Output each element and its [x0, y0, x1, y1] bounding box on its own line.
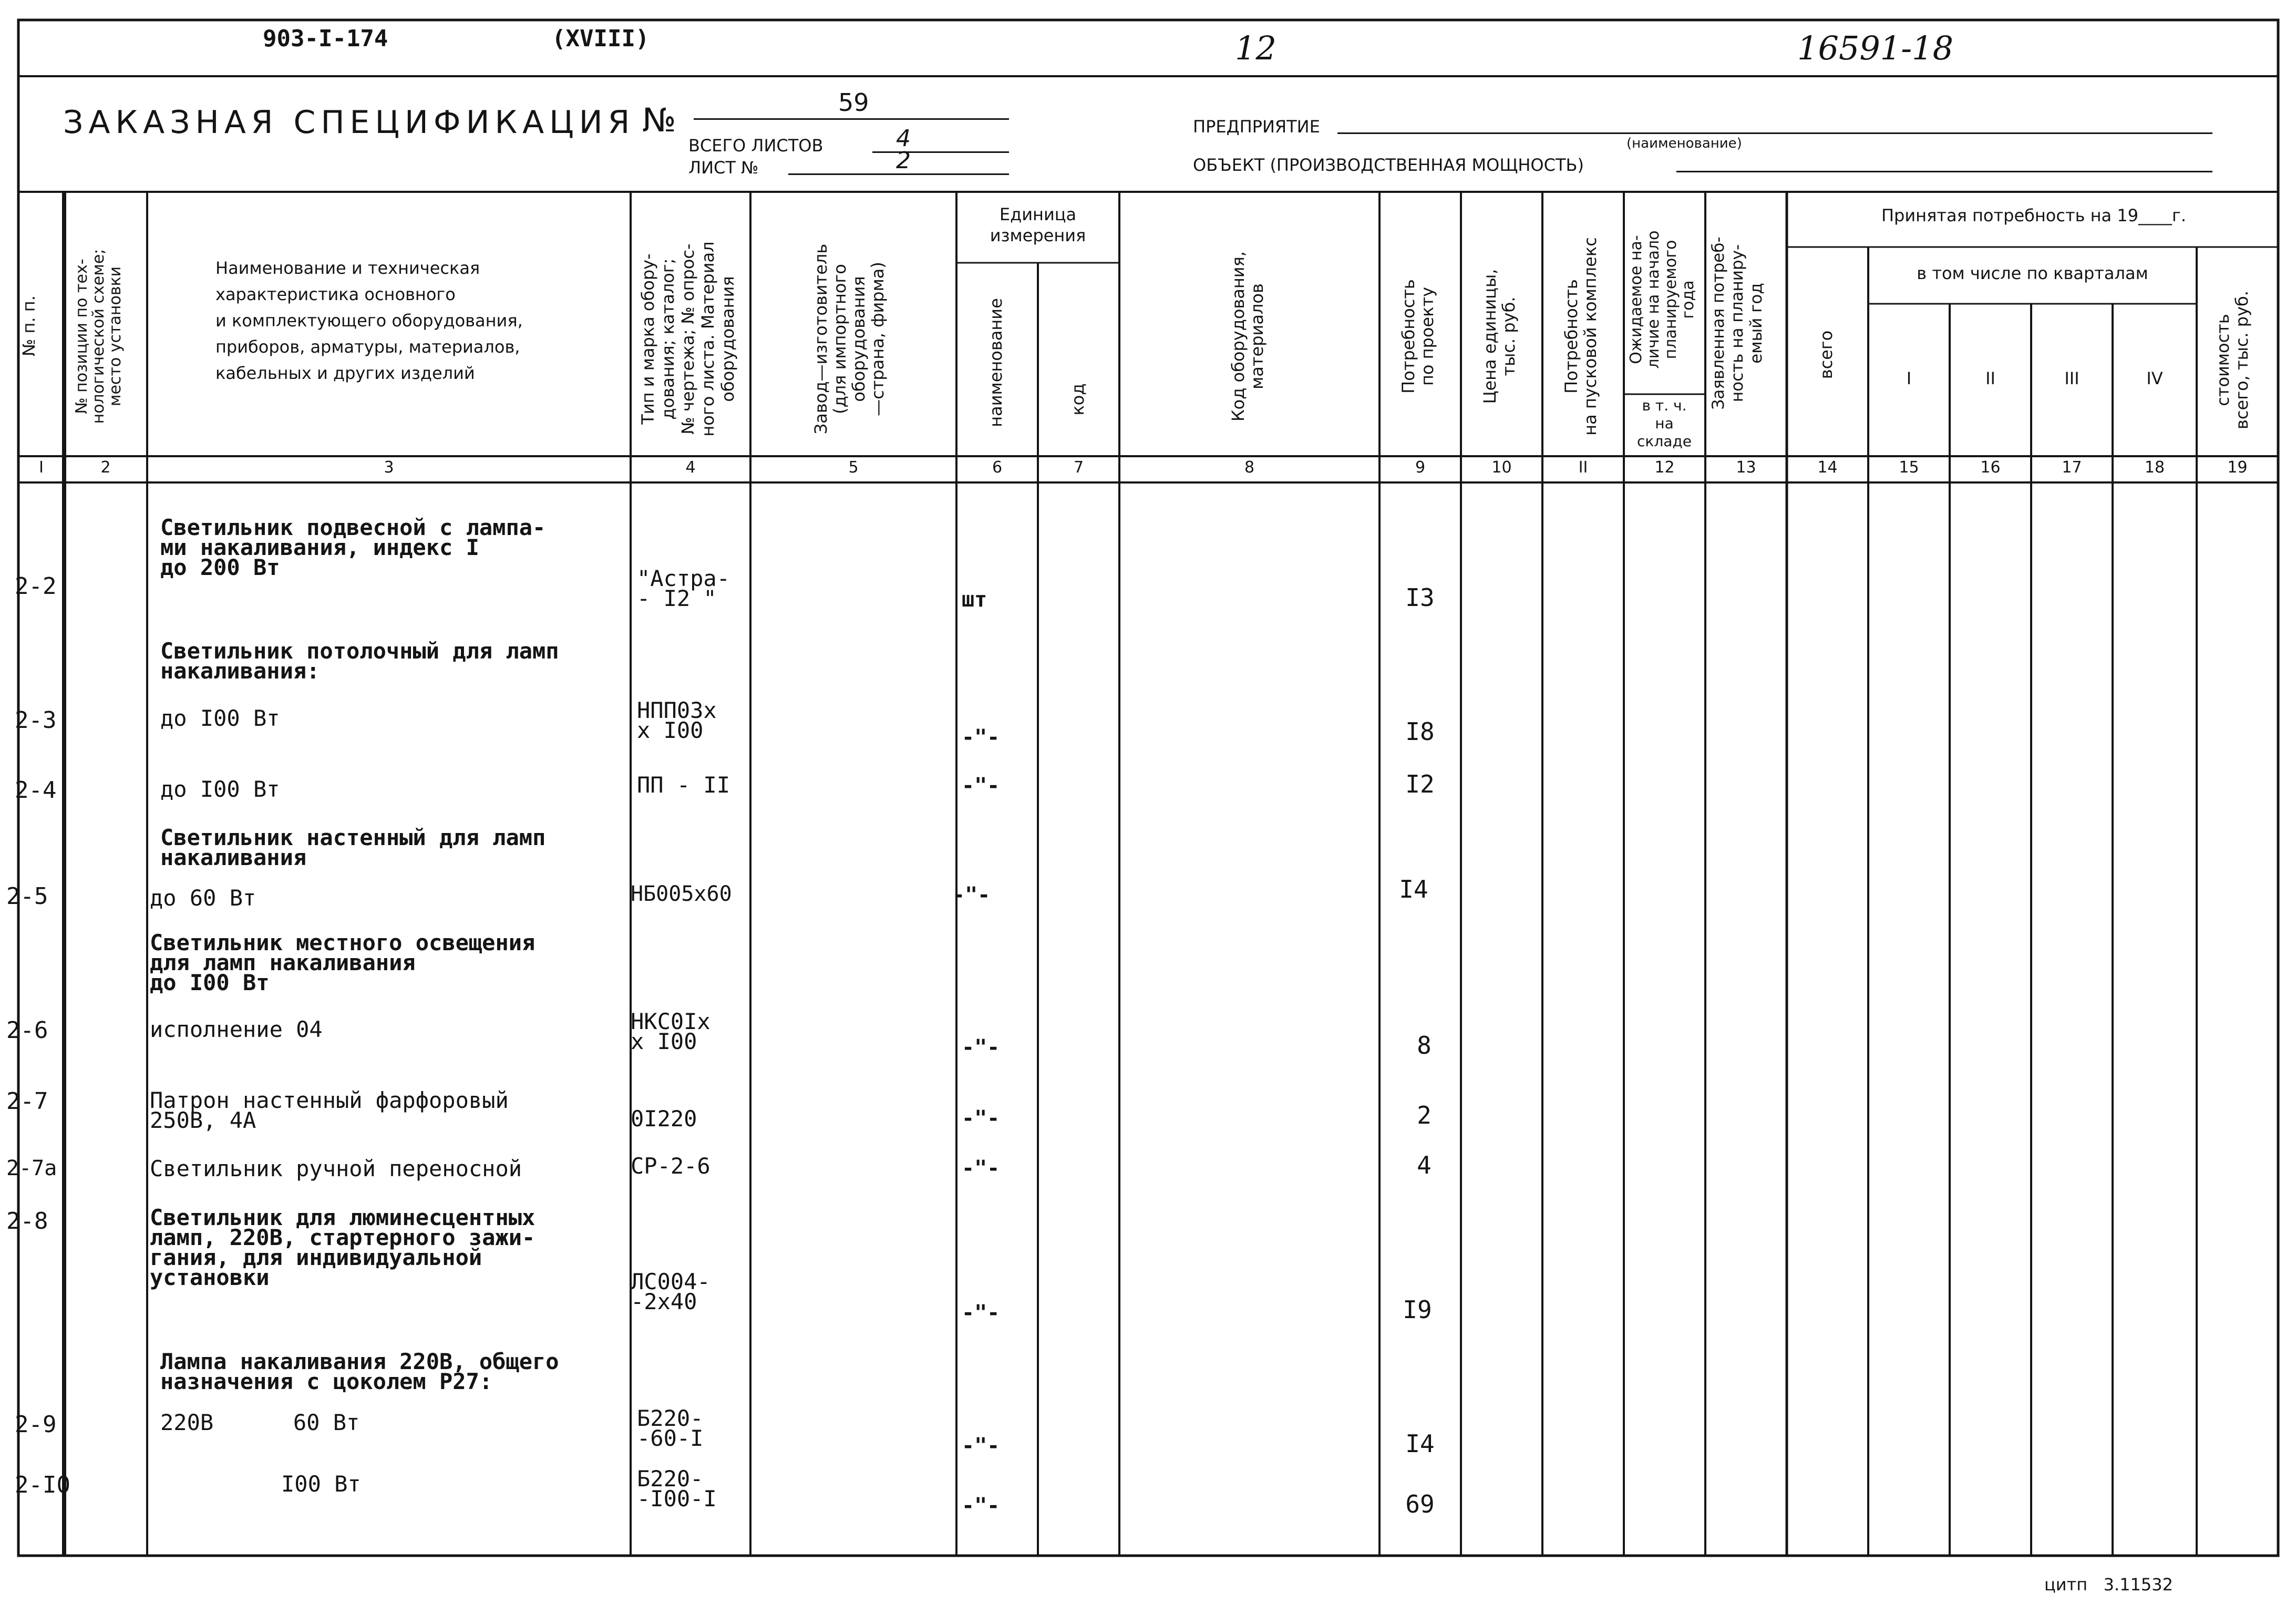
col-number: 7 [1073, 458, 1084, 477]
col-number: 2 [100, 458, 111, 477]
item-description: исполнение 04 [150, 1016, 323, 1042]
item-quantity: I3 [1405, 583, 1435, 612]
item-quantity: I8 [1405, 717, 1435, 746]
item-quantity: I4 [1399, 875, 1428, 903]
col-number: 8 [1244, 458, 1255, 477]
spec-number: 59 [838, 88, 869, 117]
col-number: I [39, 458, 44, 477]
col-number: 18 [2144, 458, 2165, 477]
header-type: Тип и марка обору- дования; каталог; № чертежа; № опрос- ного листа. Материал оборудования [638, 241, 738, 437]
item-position: 2-3 [15, 707, 57, 734]
header-manufacturer: Завод—изготовитель (для импортного оборудования —страна, фирма) [811, 243, 888, 435]
number-sign: № [642, 101, 676, 139]
header-q3: III [2064, 368, 2079, 388]
header-accepted-need: Принятая потребность на 19____г. [1881, 205, 2187, 225]
col-number: 4 [685, 458, 696, 477]
header-equipment-code: Код оборудования, материалов [1228, 251, 1267, 422]
header-unit-code: код [1068, 383, 1088, 416]
item-unit: -"- [962, 725, 1000, 749]
item-type: 0I220 [631, 1106, 697, 1132]
enterprise-line [1337, 132, 2212, 134]
header-cost-total: стоимость всего, тыс. руб. [2213, 291, 2252, 429]
item-unit: -"- [962, 1301, 1000, 1325]
item-position: 2-9 [15, 1411, 57, 1438]
header-total: всего [1816, 330, 1836, 379]
item-position: 2-2 [15, 573, 57, 600]
item-type: НКС0Iх х I00 [631, 1009, 711, 1054]
header-q2: II [1985, 368, 1995, 388]
item-position: 2-8 [6, 1208, 48, 1235]
item-unit: -"- [952, 883, 991, 907]
item-unit: шт [962, 588, 987, 612]
document-title: ЗАКАЗНАЯ СПЕЦИФИКАЦИЯ [63, 104, 635, 141]
item-type: СР-2-6 [631, 1153, 711, 1179]
object-line [1676, 171, 2212, 172]
group-heading: Светильник местного освещения для ламп накаливания до I00 Вт [150, 930, 536, 995]
item-quantity: 4 [1417, 1151, 1432, 1179]
header-unit-name: наименование [986, 298, 1006, 427]
col-number: 15 [1899, 458, 1919, 477]
item-position: 2-5 [6, 883, 48, 910]
item-description: до I00 Вт [160, 776, 280, 802]
col-number: 19 [2227, 458, 2248, 477]
item-quantity: I9 [1403, 1296, 1432, 1324]
col-number: 13 [1736, 458, 1756, 477]
item-quantity: I4 [1405, 1430, 1435, 1458]
item-type: ПП - II [637, 772, 730, 798]
item-position: 2-7 [6, 1088, 48, 1115]
col-number: II [1578, 458, 1588, 477]
total-sheets-label: ВСЕГО ЛИСТОВ [688, 136, 823, 156]
item-position: 2-7а [6, 1156, 57, 1180]
header-row-number: № п. п. [19, 295, 39, 356]
header-in-stock: в т. ч. на складе [1637, 397, 1692, 450]
sheet-value: 2 [896, 147, 911, 174]
header-q4: IV [2146, 368, 2163, 388]
col-number: 17 [2062, 458, 2082, 477]
col-number: 12 [1654, 458, 1675, 477]
enterprise-label: ПРЕДПРИЯТИЕ [1193, 117, 1320, 137]
col-number: 10 [1491, 458, 1512, 477]
footer-stamp: цитп 3.11532 [2044, 1575, 2173, 1595]
item-type: НБ005х60 [631, 882, 732, 906]
item-unit: -"- [962, 1106, 1000, 1130]
header-startup-need: Потребность на пусковой комплекс [1561, 237, 1600, 436]
item-unit: -"- [962, 774, 1000, 798]
group-heading: Светильник потолочный для ламп накаливания: [160, 638, 559, 684]
group-heading: Светильник настенный для ламп накаливания [160, 825, 546, 870]
item-description: 220В 60 Вт [160, 1410, 360, 1435]
item-position: 2-4 [15, 777, 57, 804]
project-code: 903-I-174 [263, 25, 388, 52]
item-unit: -"- [962, 1494, 1000, 1518]
col-number: 5 [848, 458, 859, 477]
header-description: Наименование и техническая характеристика основного и комплектующего оборудования, приборов, арматуры, материалов, кабельных и других изделий [215, 258, 523, 383]
header-unit-group: Единица измерения [990, 204, 1086, 245]
item-position: 2-I0 [15, 1472, 70, 1498]
item-position: 2-6 [6, 1017, 48, 1044]
item-description: Светильник для люминесцентных ламп, 220В, стартерного зажи- гания, для индивидуальной установки [150, 1205, 536, 1290]
item-type: "Астра- - I2 " [637, 566, 730, 611]
item-type: НПП03х х I00 [637, 697, 717, 743]
album-number: (XVIII) [552, 25, 650, 52]
header-q1: I [1906, 368, 1912, 388]
item-type: Б220- -60-I [637, 1405, 704, 1451]
col-number: 9 [1415, 458, 1426, 477]
total-sheets-value: 4 [896, 125, 911, 152]
col-number: 14 [1817, 458, 1838, 477]
name-caption: (наименование) [1626, 136, 1742, 151]
group-heading: Лампа накаливания 220В, общего назначения с цоколем Р27: [160, 1349, 559, 1394]
item-type: Б220- -I00-I [637, 1466, 717, 1512]
item-quantity: I2 [1405, 770, 1435, 798]
item-description: до I00 Вт [160, 705, 280, 731]
item-type: ЛС004- -2х40 [631, 1269, 711, 1314]
item-description: Светильник подвесной с лампа- ми накаливания, индекс I до 200 Вт [160, 515, 546, 580]
item-unit: -"- [962, 1035, 1000, 1060]
document-number: 16591-18 [1797, 29, 1954, 67]
total-sheets-line [872, 151, 1009, 153]
item-description: Патрон настенный фарфоровый 250В, 4А [150, 1087, 509, 1133]
header-expected-stock: Ожидаемое на- личие на начало планируемого года [1627, 230, 1697, 369]
col-number: 3 [384, 458, 394, 477]
item-description: I00 Вт [281, 1471, 361, 1497]
item-unit: -"- [962, 1156, 1000, 1180]
item-quantity: 69 [1405, 1490, 1435, 1518]
item-unit: -"- [962, 1434, 1000, 1458]
header-project-need: Потребность по проекту [1398, 279, 1437, 394]
col-number: 6 [992, 458, 1003, 477]
sheet-label: ЛИСТ № [688, 158, 759, 178]
header-declared-need: Заявленная потреб- ность на планиру- емый год [1709, 237, 1766, 410]
item-quantity: 8 [1417, 1031, 1432, 1060]
header-position: № позиции по тех- нологической схеме; место установки [73, 249, 125, 424]
header-unit-price: Цена единицы, тыс. руб. [1480, 269, 1519, 404]
object-label: ОБЪЕКТ (ПРОИЗВОДСТВЕННАЯ МОЩНОСТЬ) [1193, 155, 1584, 175]
item-quantity: 2 [1417, 1101, 1432, 1129]
spec-number-line [694, 118, 1009, 120]
col-number: 16 [1980, 458, 2001, 477]
header-quarters: в том числе по кварталам [1917, 263, 2148, 283]
item-description: до 60 Вт [150, 885, 256, 911]
item-description: Светильник ручной переносной [150, 1156, 522, 1181]
page-number: 12 [1235, 29, 1276, 67]
